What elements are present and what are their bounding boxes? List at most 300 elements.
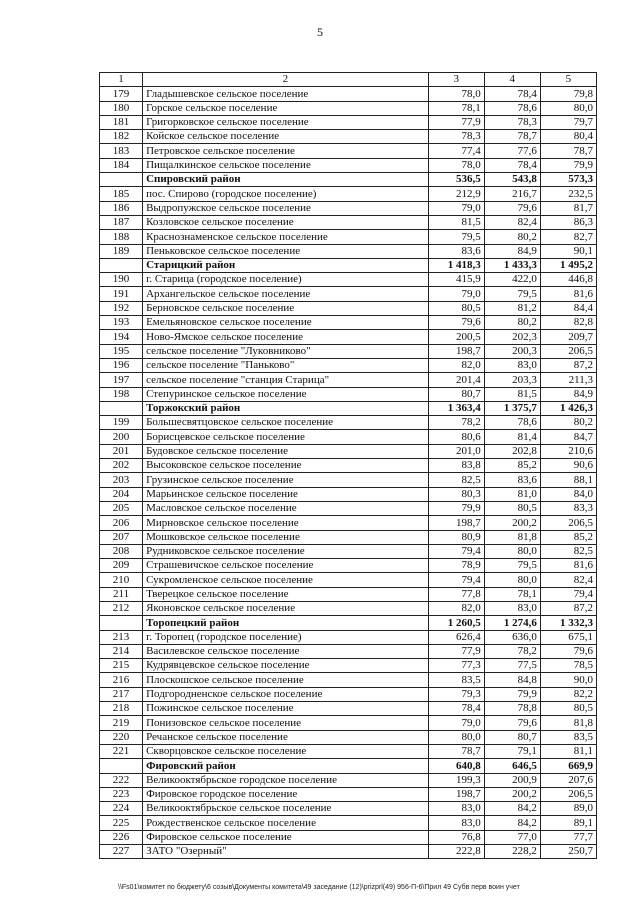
settlement-name-cell: Рождественское сельское поселение [143,816,429,830]
value-col4-cell: 81,8 [484,530,540,544]
value-col3-cell: 77,9 [428,644,484,658]
value-col5-cell: 81,1 [540,744,596,758]
value-col5-cell: 81,8 [540,716,596,730]
value-col3-cell: 80,6 [428,430,484,444]
settlement-name-cell: Грузинское сельское поселение [143,473,429,487]
settlement-name-cell: сельское поселение "станция Старица" [143,373,429,387]
row-number-cell: 214 [100,644,143,658]
value-col3-cell: 199,3 [428,773,484,787]
settlement-name-cell: Гладышевское сельское поселение [143,87,429,101]
table-row [100,716,597,730]
value-col5-cell: 84,4 [540,301,596,315]
table-row [100,516,597,530]
settlement-name-cell: г. Торопец (городское поселение) [143,630,429,644]
value-col4-cell: 1 375,7 [484,401,540,415]
value-col3-cell: 83,6 [428,244,484,258]
table-row [100,802,597,816]
file-path-footer: \\Fs01\комитет по бюджету\6 созыв\Документы комитета\49 заседание (12)\prizprl(49) 956-П-6\Прил 49 Субв перв воин учет [118,884,520,891]
value-col4-cell: 80,0 [484,573,540,587]
value-col3-cell: 83,8 [428,459,484,473]
value-col3-cell: 200,5 [428,330,484,344]
value-col4-cell: 78,4 [484,87,540,101]
row-number-cell: 222 [100,773,143,787]
settlement-name-cell: Пожинское сельское поселение [143,702,429,716]
value-col5-cell: 211,3 [540,373,596,387]
settlement-name-cell: Выдропужское сельское поселение [143,201,429,215]
row-number-cell: 206 [100,516,143,530]
value-col5-cell: 232,5 [540,187,596,201]
table-row [100,187,597,201]
value-col4-cell: 79,9 [484,687,540,701]
value-col3-cell: 81,5 [428,215,484,229]
settlement-name-cell: Марьинское сельское поселение [143,487,429,501]
value-col4-cell: 77,6 [484,144,540,158]
row-number-cell: 201 [100,444,143,458]
value-col4-cell: 83,6 [484,473,540,487]
value-col4-cell: 79,1 [484,744,540,758]
value-col3-cell: 222,8 [428,845,484,859]
settlement-name-cell: Великооктябрьское сельское поселение [143,802,429,816]
row-number-cell: 226 [100,830,143,844]
value-col3-cell: 1 260,5 [428,616,484,630]
settlement-name-cell: Архангельское сельское поселение [143,287,429,301]
table-row [100,473,597,487]
row-number-cell: 184 [100,158,143,172]
table-row [100,544,597,558]
value-col3-cell: 201,0 [428,444,484,458]
value-col5-cell: 82,4 [540,573,596,587]
value-col5-cell: 84,7 [540,430,596,444]
settlement-name-cell: Торопецкий район [143,616,429,630]
value-col3-cell: 77,3 [428,659,484,673]
settlement-name-cell: пос. Спирово (городское поселение) [143,187,429,201]
settlement-name-cell: Горское сельское поселение [143,101,429,115]
settlement-name-cell: Пеньковское сельское поселение [143,244,429,258]
value-col4-cell: 78,1 [484,587,540,601]
row-number-cell: 183 [100,144,143,158]
value-col4-cell: 82,4 [484,215,540,229]
value-col4-cell: 79,6 [484,201,540,215]
value-col3-cell: 198,7 [428,344,484,358]
settlement-name-cell: Спировский район [143,173,429,187]
value-col4-cell: 646,5 [484,759,540,773]
value-col5-cell: 209,7 [540,330,596,344]
row-number-cell: 187 [100,215,143,229]
value-col5-cell: 90,0 [540,673,596,687]
value-col5-cell: 86,3 [540,215,596,229]
value-col4-cell: 84,8 [484,673,540,687]
row-number-cell: 191 [100,287,143,301]
table-row [100,273,597,287]
district-total-row [100,616,597,630]
value-col4-cell: 79,5 [484,287,540,301]
value-col4-cell: 78,4 [484,158,540,172]
row-number-cell [100,258,143,272]
table-row [100,702,597,716]
value-col4-cell: 85,2 [484,459,540,473]
row-number-cell: 186 [100,201,143,215]
value-col5-cell: 250,7 [540,845,596,859]
settlement-name-cell: Речанское сельское поселение [143,730,429,744]
table-row [100,244,597,258]
row-number-cell: 195 [100,344,143,358]
value-col5-cell: 675,1 [540,630,596,644]
table-row [100,816,597,830]
table-row [100,601,597,615]
row-number-cell: 208 [100,544,143,558]
value-col5-cell: 79,6 [540,644,596,658]
settlement-name-cell: Торжокский район [143,401,429,415]
table-row [100,430,597,444]
table-row [100,144,597,158]
value-col4-cell: 1 433,3 [484,258,540,272]
value-col3-cell: 80,7 [428,387,484,401]
value-col3-cell: 78,1 [428,101,484,115]
settlement-name-cell: Берновское сельское поселение [143,301,429,315]
value-col4-cell: 200,2 [484,787,540,801]
table-row [100,845,597,859]
value-col3-cell: 198,7 [428,516,484,530]
row-number-cell [100,616,143,630]
row-number-cell: 224 [100,802,143,816]
table-row [100,659,597,673]
value-col4-cell: 216,7 [484,187,540,201]
row-number-cell: 181 [100,115,143,129]
settlement-name-cell: Степуринское сельское поселение [143,387,429,401]
value-col5-cell: 78,7 [540,144,596,158]
value-col4-cell: 83,0 [484,358,540,372]
table-row [100,215,597,229]
settlement-name-cell: Краснознаменское сельское поселение [143,230,429,244]
settlement-name-cell: Подгородненское сельское поселение [143,687,429,701]
value-col3-cell: 82,0 [428,358,484,372]
page-number: 5 [317,25,323,39]
value-col5-cell: 90,6 [540,459,596,473]
column-header: 5 [540,73,596,87]
row-number-cell: 220 [100,730,143,744]
table-row [100,130,597,144]
value-col4-cell: 422,0 [484,273,540,287]
row-number-cell: 203 [100,473,143,487]
value-col5-cell: 79,7 [540,115,596,129]
table-row [100,530,597,544]
row-number-cell: 216 [100,673,143,687]
value-col5-cell: 87,2 [540,358,596,372]
settlement-name-cell: Кудрявцевское сельское поселение [143,659,429,673]
value-col4-cell: 79,6 [484,716,540,730]
value-col4-cell: 80,7 [484,730,540,744]
value-col5-cell: 79,4 [540,587,596,601]
value-col3-cell: 79,9 [428,501,484,515]
value-col4-cell: 78,7 [484,130,540,144]
value-col4-cell: 79,5 [484,559,540,573]
settlement-name-cell: Козловское сельское поселение [143,215,429,229]
value-col4-cell: 78,6 [484,101,540,115]
value-col3-cell: 83,0 [428,816,484,830]
table-row [100,158,597,172]
row-number-cell: 179 [100,87,143,101]
row-number-cell: 200 [100,430,143,444]
settlement-name-cell: Скворцовское сельское поселение [143,744,429,758]
row-number-cell: 188 [100,230,143,244]
value-col4-cell: 81,2 [484,301,540,315]
district-total-row [100,258,597,272]
value-col5-cell: 206,5 [540,516,596,530]
value-col5-cell: 669,9 [540,759,596,773]
settlement-name-cell: сельское поселение "Луковниково" [143,344,429,358]
value-col5-cell: 84,0 [540,487,596,501]
value-col5-cell: 89,1 [540,816,596,830]
settlement-name-cell: Фировское сельское поселение [143,830,429,844]
value-col4-cell: 81,0 [484,487,540,501]
settlement-name-cell: Будовское сельское поселение [143,444,429,458]
settlement-name-cell: Плоскошское сельское поселение [143,673,429,687]
table-row [100,416,597,430]
table-row [100,373,597,387]
value-col5-cell: 79,9 [540,158,596,172]
value-col4-cell: 78,2 [484,644,540,658]
row-number-cell: 211 [100,587,143,601]
row-number-cell: 212 [100,601,143,615]
row-number-cell: 202 [100,459,143,473]
value-col4-cell: 200,2 [484,516,540,530]
settlement-name-cell: Сукромленское сельское поселение [143,573,429,587]
value-col4-cell: 81,4 [484,430,540,444]
value-col3-cell: 198,7 [428,787,484,801]
table-row [100,501,597,515]
district-total-row [100,759,597,773]
value-col3-cell: 78,3 [428,130,484,144]
value-col3-cell: 212,9 [428,187,484,201]
value-col4-cell: 77,5 [484,659,540,673]
value-col4-cell: 202,3 [484,330,540,344]
value-col4-cell: 78,3 [484,115,540,129]
value-col4-cell: 84,2 [484,802,540,816]
settlement-name-cell: Понизовское сельское поселение [143,716,429,730]
value-col3-cell: 77,8 [428,587,484,601]
value-col3-cell: 79,0 [428,201,484,215]
table-row [100,644,597,658]
settlement-name-cell: Емельяновское сельское поселение [143,316,429,330]
table-row [100,559,597,573]
value-col4-cell: 80,5 [484,501,540,515]
settlement-name-cell: Койское сельское поселение [143,130,429,144]
row-number-cell: 227 [100,845,143,859]
table-row [100,344,597,358]
settlement-name-cell: Страшевичское сельское поселение [143,559,429,573]
row-number-cell: 189 [100,244,143,258]
value-col5-cell: 1 426,3 [540,401,596,415]
column-header: 1 [100,73,143,87]
row-number-cell: 215 [100,659,143,673]
settlement-name-cell: Григорковское сельское поселение [143,115,429,129]
value-col4-cell: 84,9 [484,244,540,258]
value-col3-cell: 78,4 [428,702,484,716]
value-col5-cell: 82,7 [540,230,596,244]
value-col5-cell: 79,8 [540,87,596,101]
value-col5-cell: 210,6 [540,444,596,458]
value-col3-cell: 415,9 [428,273,484,287]
value-col4-cell: 80,0 [484,544,540,558]
value-col3-cell: 80,0 [428,730,484,744]
value-col5-cell: 81,6 [540,287,596,301]
value-col5-cell: 82,2 [540,687,596,701]
value-col5-cell: 77,7 [540,830,596,844]
row-number-cell: 219 [100,716,143,730]
row-number-cell: 223 [100,787,143,801]
value-col4-cell: 78,8 [484,702,540,716]
table-row [100,101,597,115]
value-col5-cell: 88,1 [540,473,596,487]
value-col5-cell: 82,5 [540,544,596,558]
table-row [100,87,597,101]
row-number-cell: 197 [100,373,143,387]
district-total-row [100,173,597,187]
table-header-row [100,73,597,87]
value-col5-cell: 90,1 [540,244,596,258]
value-col4-cell: 84,2 [484,816,540,830]
value-col3-cell: 78,0 [428,87,484,101]
value-col5-cell: 1 495,2 [540,258,596,272]
settlement-name-cell: Высоковское сельское поселение [143,459,429,473]
value-col5-cell: 82,8 [540,316,596,330]
settlement-name-cell: ЗАТО "Озерный" [143,845,429,859]
table-row [100,830,597,844]
value-col3-cell: 536,5 [428,173,484,187]
settlement-name-cell: Ново-Ямское сельское поселение [143,330,429,344]
value-col3-cell: 78,9 [428,559,484,573]
value-col3-cell: 79,3 [428,687,484,701]
value-col4-cell: 78,6 [484,416,540,430]
settlement-name-cell: Рудниковское сельское поселение [143,544,429,558]
value-col3-cell: 1 418,3 [428,258,484,272]
row-number-cell [100,759,143,773]
value-col3-cell: 1 363,4 [428,401,484,415]
row-number-cell: 207 [100,530,143,544]
settlement-name-cell: Фировский район [143,759,429,773]
value-col3-cell: 82,0 [428,601,484,615]
value-col5-cell: 446,8 [540,273,596,287]
row-number-cell: 210 [100,573,143,587]
value-col3-cell: 80,9 [428,530,484,544]
settlement-name-cell: Василевское сельское поселение [143,644,429,658]
value-col5-cell: 80,0 [540,101,596,115]
value-col4-cell: 80,2 [484,230,540,244]
value-col3-cell: 79,0 [428,287,484,301]
settlement-name-cell: Тверецкое сельское поселение [143,587,429,601]
row-number-cell: 194 [100,330,143,344]
table-row [100,587,597,601]
table-row [100,673,597,687]
row-number-cell: 205 [100,501,143,515]
row-number-cell: 185 [100,187,143,201]
row-number-cell: 196 [100,358,143,372]
settlement-name-cell: г. Старица (городское поселение) [143,273,429,287]
value-col5-cell: 1 332,3 [540,616,596,630]
value-col4-cell: 80,2 [484,316,540,330]
table-row [100,787,597,801]
value-col4-cell: 228,2 [484,845,540,859]
value-col4-cell: 543,8 [484,173,540,187]
district-total-row [100,401,597,415]
row-number-cell: 218 [100,702,143,716]
value-col3-cell: 82,5 [428,473,484,487]
row-number-cell: 198 [100,387,143,401]
value-col4-cell: 200,9 [484,773,540,787]
value-col4-cell: 83,0 [484,601,540,615]
value-col4-cell: 200,3 [484,344,540,358]
value-col5-cell: 78,5 [540,659,596,673]
table-row [100,730,597,744]
row-number-cell: 180 [100,101,143,115]
settlement-name-cell: Старицкий район [143,258,429,272]
value-col3-cell: 79,0 [428,716,484,730]
row-number-cell: 193 [100,316,143,330]
row-number-cell: 199 [100,416,143,430]
value-col3-cell: 78,7 [428,744,484,758]
value-col4-cell: 636,0 [484,630,540,644]
value-col3-cell: 79,5 [428,230,484,244]
table-row [100,201,597,215]
row-number-cell [100,401,143,415]
value-col5-cell: 89,0 [540,802,596,816]
table-row [100,773,597,787]
value-col5-cell: 81,7 [540,201,596,215]
row-number-cell: 204 [100,487,143,501]
value-col3-cell: 201,4 [428,373,484,387]
value-col3-cell: 79,4 [428,544,484,558]
settlement-name-cell: Яконовское сельское поселение [143,601,429,615]
table-row [100,459,597,473]
row-number-cell: 182 [100,130,143,144]
row-number-cell [100,173,143,187]
settlement-name-cell: Масловское сельское поселение [143,501,429,515]
column-header: 3 [428,73,484,87]
value-col3-cell: 640,8 [428,759,484,773]
value-col5-cell: 80,4 [540,130,596,144]
settlement-name-cell: Большесвятцовское сельское поселение [143,416,429,430]
value-col3-cell: 77,9 [428,115,484,129]
settlement-name-cell: Великооктябрьское городское поселение [143,773,429,787]
value-col5-cell: 80,2 [540,416,596,430]
settlement-name-cell: Борисцевское сельское поселение [143,430,429,444]
value-col3-cell: 77,4 [428,144,484,158]
value-col3-cell: 79,6 [428,316,484,330]
value-col5-cell: 84,9 [540,387,596,401]
value-col3-cell: 80,5 [428,301,484,315]
settlement-name-cell: Фировское городское поселение [143,787,429,801]
value-col5-cell: 87,2 [540,601,596,615]
value-col3-cell: 78,0 [428,158,484,172]
row-number-cell: 221 [100,744,143,758]
value-col4-cell: 77,0 [484,830,540,844]
table-row [100,115,597,129]
table-row [100,287,597,301]
settlement-name-cell: Пищалкинское сельское поселение [143,158,429,172]
value-col5-cell: 83,5 [540,730,596,744]
row-number-cell: 209 [100,559,143,573]
table-row [100,330,597,344]
value-col3-cell: 78,2 [428,416,484,430]
value-col5-cell: 206,5 [540,787,596,801]
table-row [100,630,597,644]
value-col3-cell: 80,3 [428,487,484,501]
value-col4-cell: 81,5 [484,387,540,401]
table-row [100,230,597,244]
row-number-cell: 217 [100,687,143,701]
row-number-cell: 192 [100,301,143,315]
table-row [100,487,597,501]
